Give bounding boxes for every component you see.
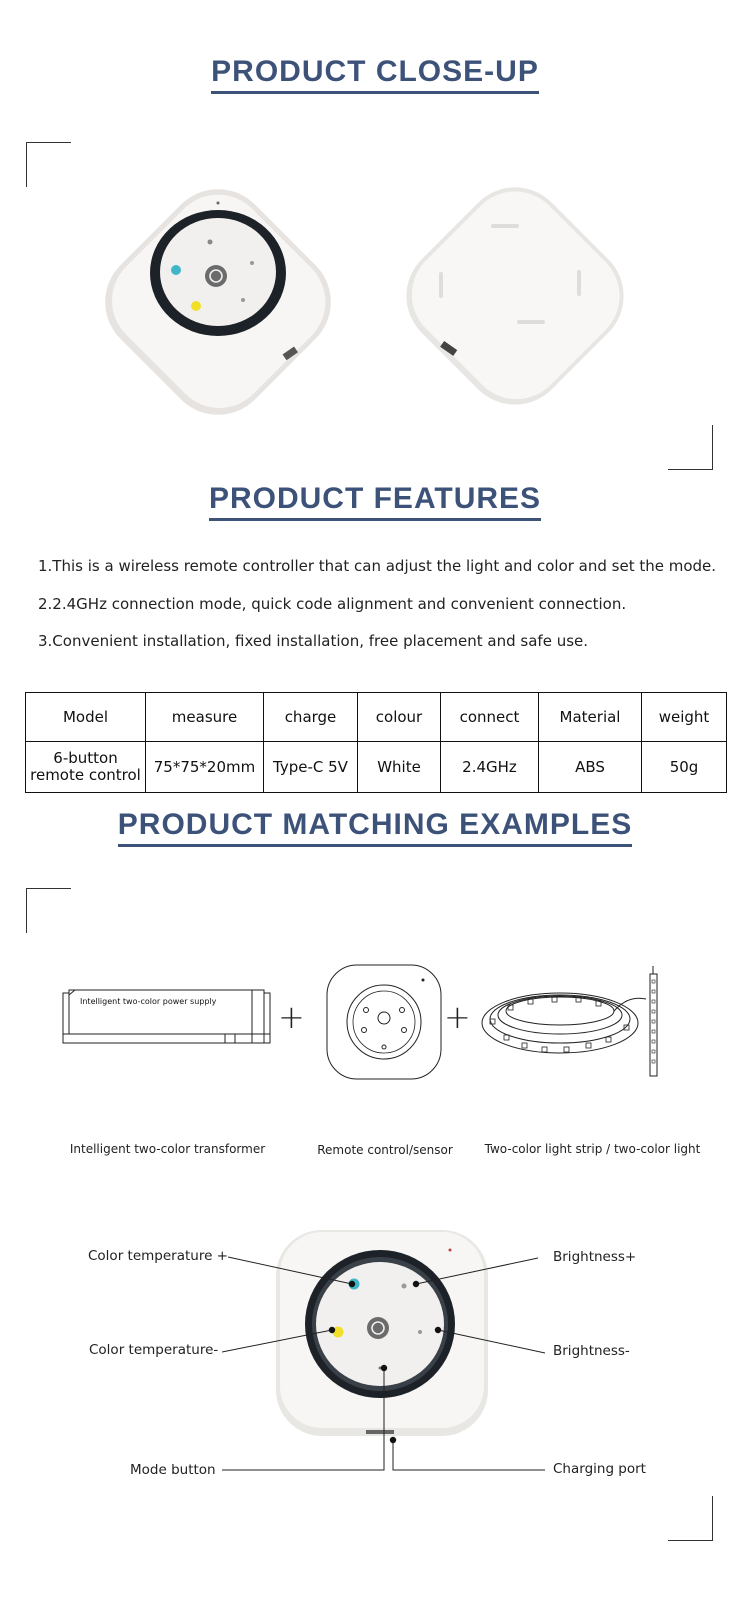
spec-header-cell: connect [441, 693, 539, 742]
matching-title: PRODUCT MATCHING EXAMPLES [0, 808, 750, 847]
corner-mark-bottom-right [668, 1496, 713, 1541]
caption-transformer: Intelligent two-color transformer [69, 1142, 266, 1156]
spec-header-cell: weight [642, 693, 727, 742]
label-color-temp-minus: Color temperature- [89, 1342, 219, 1358]
spec-header-cell: colour [358, 693, 441, 742]
spec-header-cell: Material [539, 693, 642, 742]
closeup-title: PRODUCT CLOSE-UP [0, 55, 750, 94]
label-brightness-minus: Brightness- [553, 1343, 630, 1359]
label-mode-button: Mode button [130, 1462, 216, 1478]
spec-header-cell: measure [146, 693, 264, 742]
feature-item: 2.2.4GHz connection mode, quick code alignment and convenient connection. [38, 595, 627, 613]
spec-value-cell: 2.4GHz [441, 742, 539, 793]
label-color-temp-plus: Color temperature + [88, 1248, 228, 1264]
label-charging-port: Charging port [553, 1461, 646, 1477]
spec-value-cell: 75*75*20mm [146, 742, 264, 793]
spec-value-cell: 6-button remote control [26, 742, 146, 793]
spec-header-cell: Model [26, 693, 146, 742]
features-title: PRODUCT FEATURES [0, 482, 750, 521]
plus-sign: + [444, 998, 471, 1036]
feature-item: 3.Convenient installation, fixed installation, free placement and safe use. [38, 632, 589, 650]
spec-value-cell: White [358, 742, 441, 793]
spec-value-cell: ABS [539, 742, 642, 793]
spec-value-cell: 50g [642, 742, 727, 793]
feature-item: 1.This is a wireless remote controller that can adjust the light and color and set the mode. [38, 557, 717, 575]
plus-sign: + [278, 998, 305, 1036]
spec-value-cell: Type-C 5V [264, 742, 358, 793]
caption-remote: Remote control/sensor [317, 1143, 453, 1157]
label-brightness-plus: Brightness+ [553, 1249, 637, 1265]
caption-light-strip: Two-color light strip / two-color light [484, 1142, 701, 1156]
spec-header-cell: charge [264, 693, 358, 742]
power-supply-label: Intelligent two-color power supply [80, 997, 217, 1006]
